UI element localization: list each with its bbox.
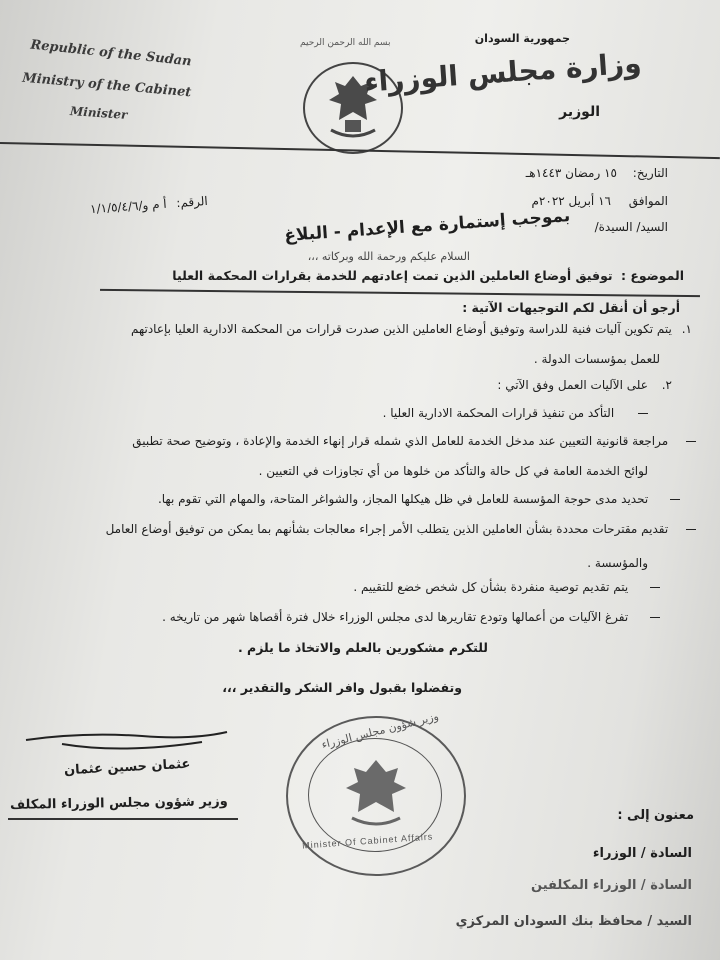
bullet-dash [670,499,680,500]
closing-line: وتفضلوا بقبول وافر الشكر والتقدير ،،، [222,680,462,695]
bullet-dash [650,587,660,588]
corresponding-label: الموافق [628,194,668,208]
recipients-label: معنون إلى : [617,808,694,823]
bullet-text: تحديد مدى حوجة المؤسسة للعامل في ظل هيكلها المجاز، والشواغر المتاحة، والمهام التي تقوم بها. [157,492,649,506]
addressee-handwritten: بموجب إستمارة مع الإعدام - البلاغ [283,206,572,246]
recipient-line: السادة / الوزراء [592,846,692,861]
letterhead-ar-minister: الوزير [559,104,600,120]
bullet-item [56,434,696,448]
subject-text: توفيق أوضاع العاملين الذين تمت إعادتهم للخدمة بقرارات المحكمة العليا [172,268,613,283]
basmala: بسم الله الرحمن الرحيم [300,38,391,48]
bullet-text: تقديم مقترحات محددة بشأن العاملين الذين يتطلب الأمر إجراء معالجات بشأنهم بما يمكن من توفيق أوضاع العامل [105,522,669,536]
bullet-dash [686,441,696,442]
paragraph-2-number: ٢. [661,378,672,392]
bullet-continuation: لوائح الخدمة العامة في كل حالة والتأكد من خلوها من أي تجاوزات في التعيين . [258,464,648,478]
bullet-text: تفرغ الآليات من أعمالها وتودع تقاريرها لدى مجلس الوزراء خلال فترة أقصاها شهر من تاريخه . [162,610,629,624]
signature-underline [8,818,238,820]
reference-label: الرقم: [175,193,209,211]
intro-text: أرجو أن أنقل لكم التوجيهات الآتية : [462,300,680,315]
date-label: التاريخ: [632,166,668,180]
addressee-line [188,206,668,246]
stamp-arabic-ring-text: وزير شؤون مجلس الوزراء [320,709,440,752]
reference-value: أ م و/١/١/٥/٤/٦ [89,196,168,217]
bullet-item [162,610,660,624]
corresponding-value: ١٦ أبريل ٢٠٢٢م [531,194,611,208]
official-stamp [286,709,466,876]
subject-label: الموضوع : [620,268,684,283]
signatory-name: عثمان حسين عثمان [63,756,191,779]
signatory-title: وزير شؤون مجلس الوزراء المكلف [9,794,228,813]
bullet-dash [650,617,660,618]
bullet-text: مراجعة قانونية التعيين عند مدخل الخدمة للعامل الذي شمله قرار إنهاء الخدمة والإعادة ، وتوضيح صحة تطبيق [132,434,669,448]
signature-scribble-icon [22,722,232,762]
corresponding-line [531,194,668,208]
paragraph-1-line-2: للعمل بمؤسسات الدولة . [533,352,660,366]
addressee-label: السيد/ السيدة/ [594,220,668,234]
paragraph-1-line-1: يتم تكوين آليات فنية للدراسة وتوفيق أوضاع العاملين الذين صدرت قرارات من المحكمة الادارية العليا بإعادتهم [130,322,672,336]
paragraph-2 [497,378,672,392]
letterhead-en-minister: Minister [69,104,128,122]
bullet-item [158,492,680,506]
paragraph-2-text: على الآليات العمل وفق الآتي : [497,378,648,392]
letterhead-ar-country: جمهورية السودان [474,32,570,45]
date-line [526,166,668,180]
letterhead-en-country: Republic of the Sudan [29,37,193,70]
paragraph-1 [32,322,692,336]
paragraph-1-number: ١. [681,322,692,336]
letterhead-en-ministry: Ministry of the Cabinet [21,70,192,101]
subject-line [172,268,684,283]
recipient-line: السادة / الوزراء المكلفين [531,878,692,893]
greeting: السلام عليكم ورحمة الله وبركاته ،،، [307,250,470,263]
bullet-text: يتم تقديم توصية منفردة بشأن كل شخص خضع للتقييم . [353,580,629,594]
bullet-text: التأكد من تنفيذ قرارات المحكمة الادارية العليا . [382,406,615,420]
bullet-continuation: والمؤسسة . [587,556,648,570]
bullet-item [353,580,660,594]
bullet-item [383,406,648,420]
bullet-item [56,522,696,536]
recipient-line: السيد / محافظ بنك السودان المركزي [455,914,692,929]
stamp-english-ring-text: Minister Of Cabinet Affairs [301,831,434,851]
bullet-dash [686,529,696,530]
stamp-emblem-icon [288,718,464,874]
date-value: ١٥ رمضان ١٤٤٣هـ [525,166,617,180]
thanks-line: للتكرم مشكورين بالعلم والاتخاذ ما يلزم . [237,640,488,655]
bullet-dash [638,413,648,414]
letterhead-ar-ministry: وزارة مجلس الوزراء [363,46,643,99]
